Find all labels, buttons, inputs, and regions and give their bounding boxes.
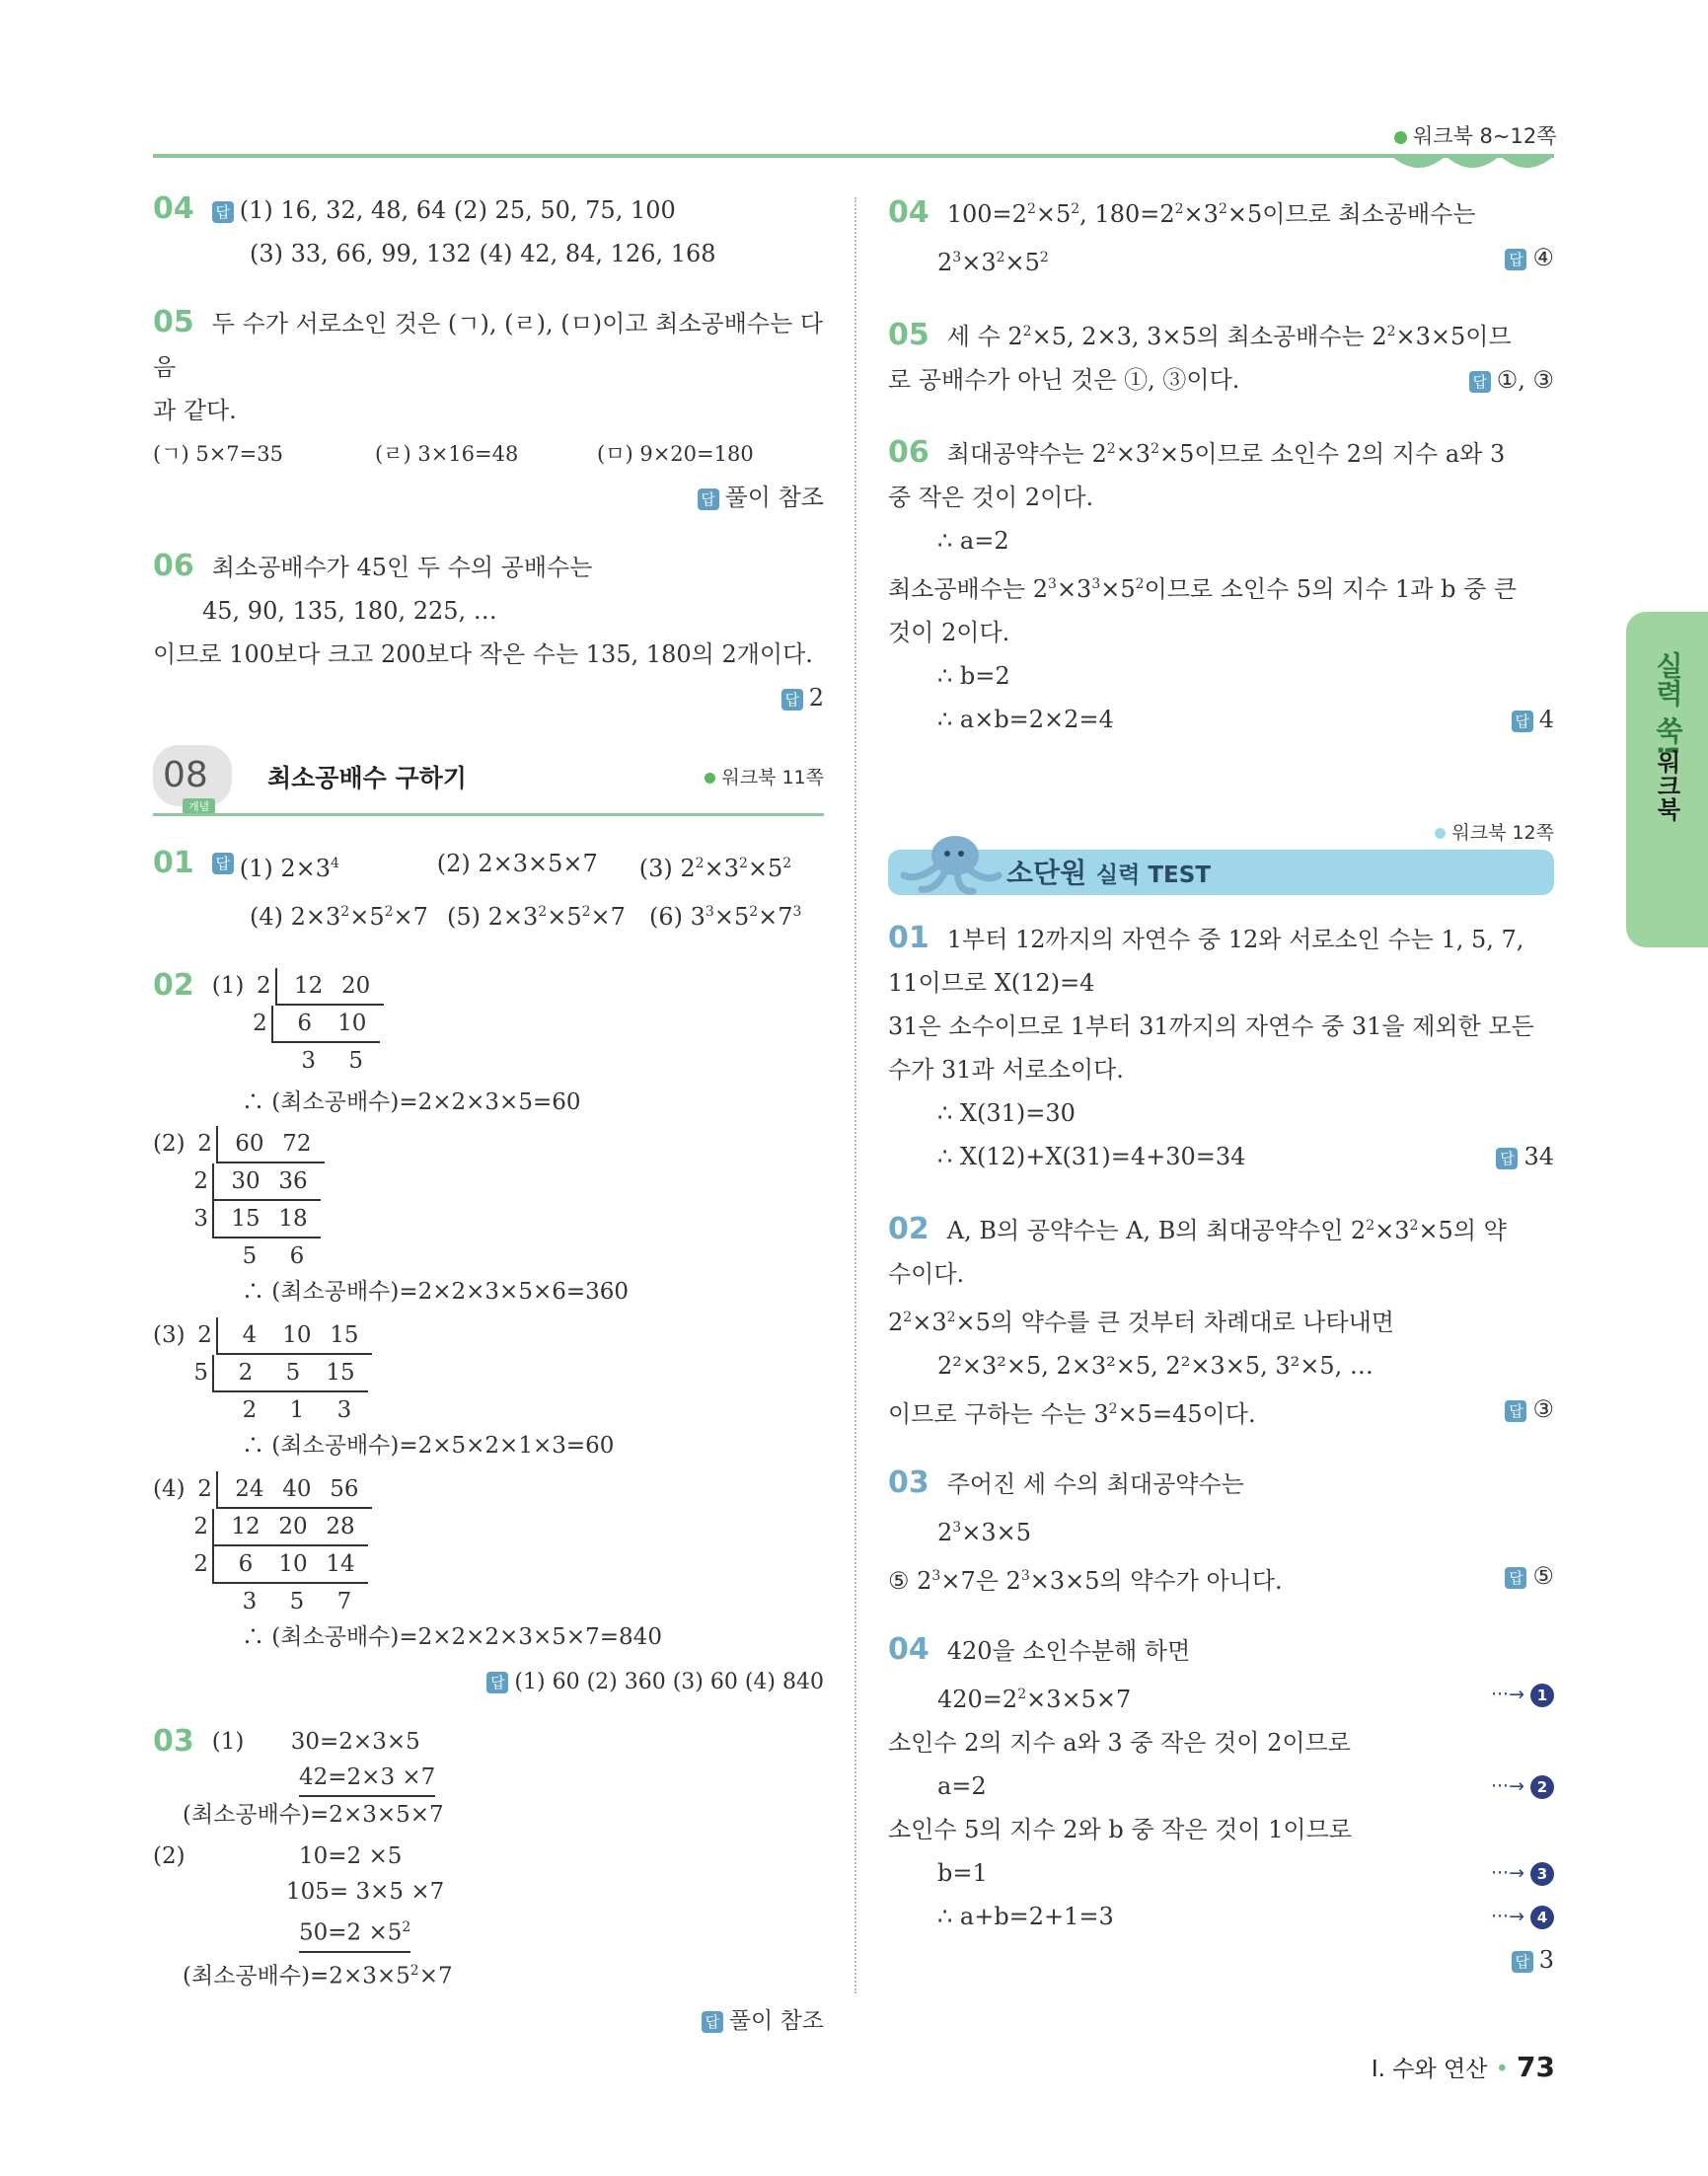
problem-05: 05 두 수가 서로소인 것은 (ㄱ), (ㄹ), (ㅁ)이고 최소공배수는 다음 과 같다. (ㄱ) 5×7=35 (ㄹ) 3×16=48 (ㅁ) 9×20=180 답 풀이 참조 — [153, 305, 824, 511]
division-3: (3) 2 4 10 15 5 2 5 15 2 1 3 ∴ (최소공배수)=2×5×2×1×3=60 — [153, 1317, 824, 1463]
problem-04: 04 답 (1) 16, 32, 48, 64 (2) 25, 50, 75, 100 (3) 33, 66, 99, 132 (4) 42, 84, 126, 168 — [153, 191, 716, 267]
answer-icon: 답 — [486, 1672, 508, 1693]
test-03: 03 주어진 세 수의 최대공약수는 $2^3\times 3\times 5$ ⑤ $2^3\times 7$은 $2^3\times 3\times 5$의 약수가 아니다. 답 ⑤ — [888, 1465, 1554, 1595]
test-02: 02 A, B의 공약수는 A, B의 최대공약수인 $2^2\times 3^2\times 5$의 약 수이다. $2^2\times 3^2\times 5$의 약수를 큰 것부터 차례대로 나타내면 2²×3²×5, 2×3²×5, 2²×3×5, 3²×5, … 이므로 구하는 수는 $3^2\times 5=45$이다. 답 ③ — [888, 1212, 1554, 1428]
problem-04-right: 04 $100=2^2\times 5^2$, $180=2^2\times 3^2\times 5$이므로 최소공배수는 $2^3\times 3^2\times 5^2$ 답 ④ — [888, 195, 1554, 276]
answer-icon: 답 — [1505, 1567, 1526, 1589]
section-badge: 08 개념 — [153, 745, 232, 806]
problem-06-right: 06 최대공약수는 $2^2\times 3^2\times 5$이므로 소인수 2의 지수 a와 3 중 작은 것이 2이다. ∴ a=2 최소공배수는 $2^3\times 3^3\times 5^2$이므로 소인수 5의 지수 1과 b 중 큰 것이 2이다. ∴ b=2 ∴ a×b=2×2=4 답 4 — [888, 435, 1554, 733]
chapter-label: I. 수와 연산 — [1371, 2057, 1488, 2082]
answer-icon: 답 — [1505, 249, 1526, 270]
answer-icon: 답 — [1512, 1951, 1533, 1973]
answer-icon: 답 — [702, 2011, 723, 2033]
side-tab: 실력 쑥! 워크북 — [1626, 612, 1708, 947]
answer-icon: 답 — [212, 201, 234, 223]
page-number: 73 — [1517, 2051, 1555, 2083]
step-marker: ···→ 2 — [1491, 1764, 1554, 1808]
problem-06: 06 최소공배수가 45인 두 수의 공배수는 45, 90, 135, 180, 225, … 이므로 100보다 크고 200보다 작은 수는 135, 180의 2개이다. 답 2 — [153, 549, 824, 712]
answer-icon: 답 — [1505, 1400, 1526, 1422]
section-workbook-ref: 워크북 11쪽 — [705, 763, 824, 789]
answer-icon: 답 — [212, 853, 234, 874]
right-column — [888, 188, 1554, 2007]
column-divider — [854, 197, 856, 1993]
answer-icon: 답 — [1496, 1148, 1518, 1169]
division-2: (2) 2 60 72 2 30 36 3 15 18 5 6 ∴ (최소공배수)=2×2×3×5×6=360 — [153, 1126, 824, 1310]
unit-test-banner: 워크북 12쪽 소단원 실력 TEST — [888, 800, 1554, 899]
problem-05-right: 05 세 수 $2^2\times 5$, 2×3, 3×5의 최소공배수는 $2^2\times 3\times 5$이므 로 공배수가 아닌 것은 ①, ③이다. 답 ①, ③ — [888, 318, 1554, 394]
step-marker: ···→ 3 — [1491, 1851, 1554, 1895]
section-08-header — [153, 745, 824, 824]
answer-icon: 답 — [1469, 371, 1491, 393]
answer-icon: 답 — [781, 689, 803, 711]
division-4: (4) 2 24 40 56 2 12 20 28 2 6 10 14 3 5 7 ∴ (최소공배수)=2×2×2×3×5×7=840 — [153, 1471, 824, 1655]
answer-icon: 답 — [1512, 711, 1533, 732]
banner-workbook-ref: 워크북 12쪽 — [1435, 818, 1554, 845]
test-04: 04 420을 소인수분해 하면 $420=2^2\times 3\times 5\times 7$ ···→ 1 소인수 2의 지수 a와 3 중 작은 것이 2이므로 a=2 ···→ 2 소인수 5의 지수 2와 b 중 작은 것이 1이므로 b=1 ···→ 3 ∴ a+b=2+1=3 ···→ 4 답 3 — [888, 1632, 1554, 1974]
page-footer: I. 수와 연산 • 73 — [1371, 2051, 1555, 2083]
question-03: 03 (1) 30=2×3×5 42=2×3 ×7 (최소공배수)=2×3×5×7 (2) 10=2 ×5 105= 3×5 ×7 $50=2 \times 5^2$ (최소공배수)$=2\times 3\times 5^2\times 7$ 답 풀이 참조 — [153, 1724, 824, 2035]
division-1: (1) 2 12 20 2 6 10 3 5 — [212, 968, 384, 1079]
test-01: 01 1부터 12까지의 자연수 중 12와 서로소인 수는 1, 5, 7, 11이므로 X(12)=4 31은 소수이므로 1부터 31까지의 자연수 중 31을 제외한 모든 수가 31과 서로소이다. ∴ X(31)=30 ∴ X(12)+X(31)=4+30=34 답 34 — [888, 921, 1554, 1170]
section-title: 최소공배수 구하기 — [267, 764, 467, 792]
question-02: 02 (1) 2 12 20 2 6 10 3 5 ∴ (최소공배수)=2×2×3×5=60 (2) 2 60 72 2 30 36 3 15 18 5 6 ∴ (최소공배수)=2×2×3×5×6=360 (3) 2 4 10 15 5 2 5 15 2 1 3 ∴ (최소공배수)=2×5×2×1×3=60 (4) 2 24 40 56 2 12 20 28 2 6 10 14 3 5 7 ∴ (최소공배수)=2×2×2×3×5×7=840 답 (1) 60 (2) 360 (3) 60 (4) 840 — [153, 968, 824, 1694]
answer-icon: 답 — [698, 488, 719, 510]
question-01: 01 답 (1) $2\times 3^4$ (2) 2×3×5×7 (3) $2^2\times 3^2\times 5^2$ (4) $2\times 3^2\times 5^2\times 7$ (5) $2\times 3^2\times 5^2\times 7$ (6) $3^3\times 5^2\times 7^3$ — [153, 846, 802, 931]
octopus-icon — [896, 832, 1004, 897]
header-wave-decoration — [1391, 138, 1554, 178]
step-marker: ···→ 4 — [1491, 1895, 1554, 1938]
header-rule — [153, 154, 1554, 158]
step-marker: ···→ 1 — [1491, 1673, 1554, 1716]
workbook-reference: 워크북 8~12쪽 — [1394, 120, 1557, 150]
left-column — [153, 188, 824, 2064]
